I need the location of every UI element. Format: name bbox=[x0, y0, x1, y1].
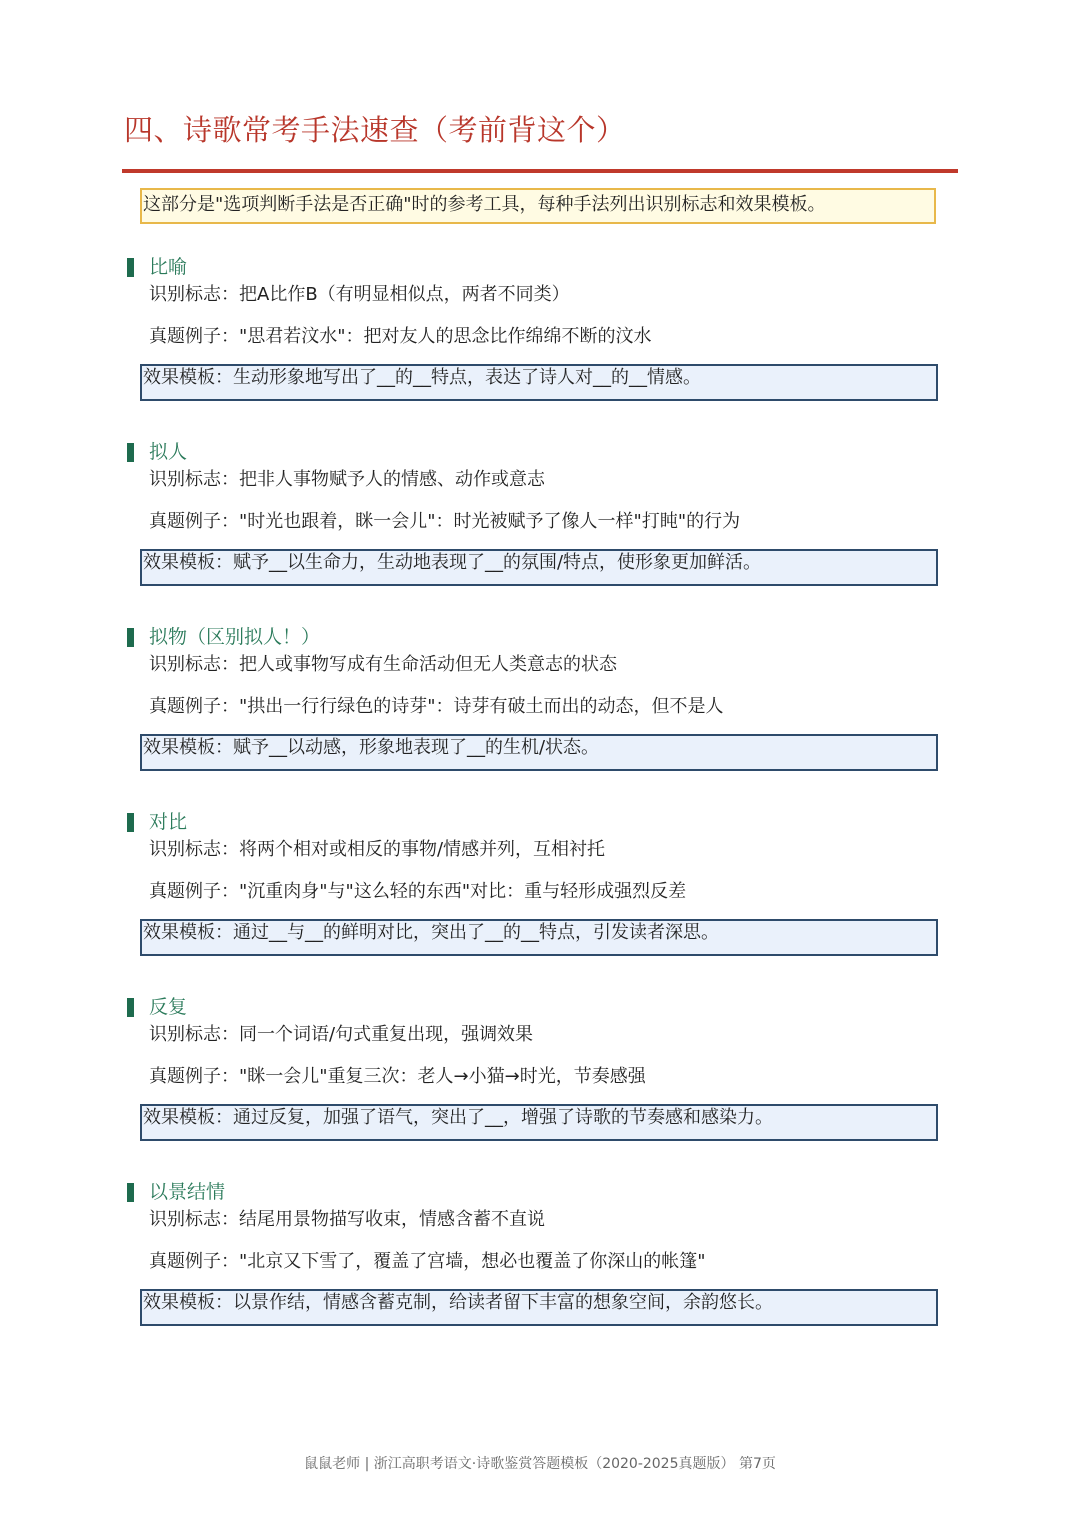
section-repetition bbox=[0, 993, 1080, 1173]
effect-template: 效果模板：通过反复，加强了语气，突出了__，增强了诗歌的节奏感和感染力。 bbox=[140, 1104, 938, 1141]
section-marker-bar bbox=[127, 628, 134, 647]
page-footer: 鼠鼠老师 | 浙江高职考语文·诗歌鉴赏答题模板（2020-2025真题版） 第7页 bbox=[304, 1456, 776, 1472]
identification-mark: 识别标志：把非人事物赋予人的情感、动作或意志 bbox=[149, 469, 545, 490]
section-title: 以景结情 bbox=[149, 1181, 226, 1203]
section-title: 拟物（区别拟人！） bbox=[149, 626, 321, 648]
section-metaphor bbox=[0, 253, 1080, 433]
exam-example: 真题例子："思君若汶水"：把对友人的思念比作绵绵不断的汶水 bbox=[149, 326, 652, 347]
section-title: 拟人 bbox=[149, 441, 188, 463]
effect-template: 效果模板：通过__与__的鲜明对比，突出了__的__特点，引发读者深思。 bbox=[140, 919, 938, 956]
exam-example: 真题例子："拱出一行行绿色的诗芽"：诗芽有破土而出的动态，但不是人 bbox=[149, 696, 724, 717]
section-contrast bbox=[0, 808, 1080, 988]
effect-template: 效果模板：赋予__以动感，形象地表现了__的生机/状态。 bbox=[140, 734, 938, 771]
intro-note: 这部分是"选项判断手法是否正确"时的参考工具，每种手法列出识别标志和效果模板。 bbox=[140, 188, 936, 224]
exam-example: 真题例子："眯一会儿"重复三次：老人→小猫→时光，节奏感强 bbox=[149, 1066, 646, 1087]
section-title: 对比 bbox=[149, 811, 188, 833]
section-marker-bar bbox=[127, 1183, 134, 1202]
section-objectification bbox=[0, 623, 1080, 803]
identification-mark: 识别标志：把人或事物写成有生命活动但无人类意志的状态 bbox=[149, 654, 617, 675]
effect-template: 效果模板：以景作结，情感含蓄克制，给读者留下丰富的想象空间，余韵悠长。 bbox=[140, 1289, 938, 1326]
section-personification bbox=[0, 438, 1080, 618]
section-title: 比喻 bbox=[149, 256, 188, 278]
section-title: 反复 bbox=[149, 996, 188, 1018]
section-marker-bar bbox=[127, 258, 134, 277]
exam-example: 真题例子："时光也跟着，眯一会儿"：时光被赋予了像人一样"打盹"的行为 bbox=[149, 511, 741, 532]
section-scene-ending bbox=[0, 1178, 1080, 1358]
section-marker-bar bbox=[127, 443, 134, 462]
effect-template: 效果模板：生动形象地写出了__的__特点，表达了诗人对__的__情感。 bbox=[140, 364, 938, 401]
identification-mark: 识别标志：同一个词语/句式重复出现，强调效果 bbox=[149, 1024, 534, 1045]
exam-example: 真题例子："沉重肉身"与"这么轻的东西"对比：重与轻形成强烈反差 bbox=[149, 881, 687, 902]
title-divider bbox=[122, 169, 958, 173]
identification-mark: 识别标志：把A比作B（有明显相似点，两者不同类） bbox=[149, 284, 570, 305]
section-marker-bar bbox=[127, 998, 134, 1017]
page-title: 四、诗歌常考手法速查（考前背这个） bbox=[124, 113, 626, 147]
identification-mark: 识别标志：将两个相对或相反的事物/情感并列，互相衬托 bbox=[149, 839, 606, 860]
exam-example: 真题例子："北京又下雪了，覆盖了宫墙，想必也覆盖了你深山的帐篷" bbox=[149, 1251, 706, 1272]
effect-template: 效果模板：赋予__以生命力，生动地表现了__的氛围/特点，使形象更加鲜活。 bbox=[140, 549, 938, 586]
section-marker-bar bbox=[127, 813, 134, 832]
identification-mark: 识别标志：结尾用景物描写收束，情感含蓄不直说 bbox=[149, 1209, 545, 1230]
